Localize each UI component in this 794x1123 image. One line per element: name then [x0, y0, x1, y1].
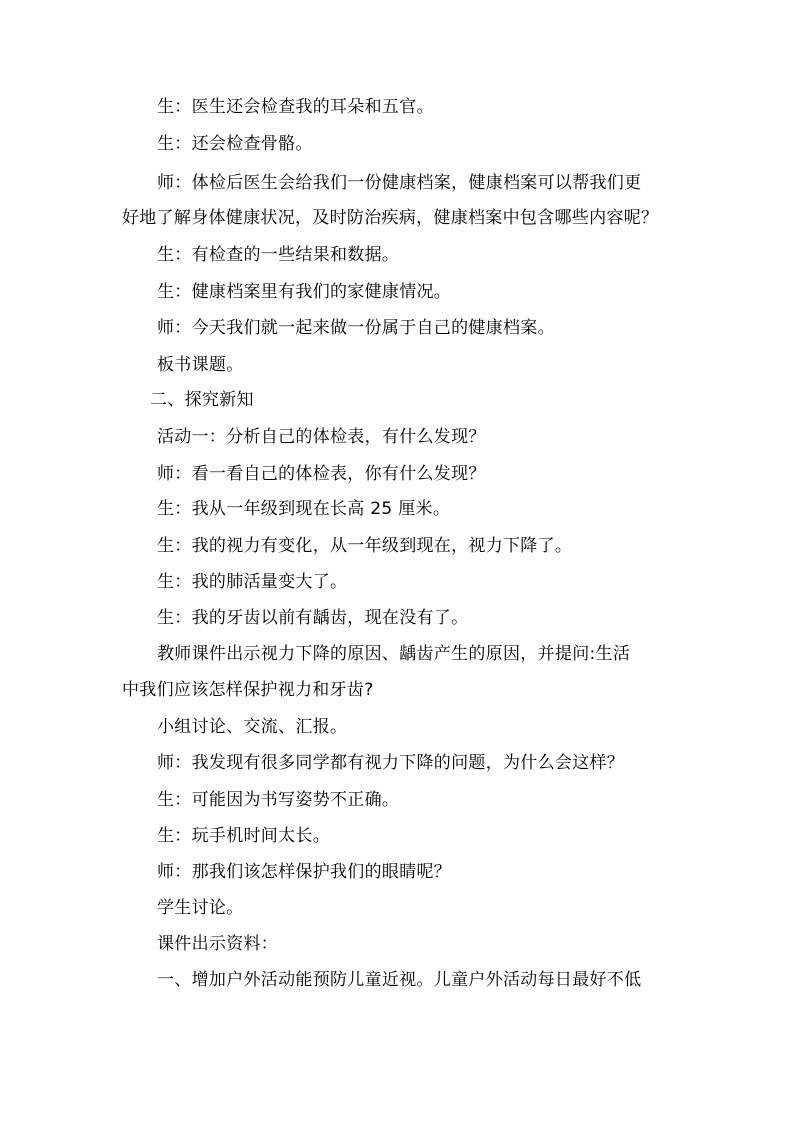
text-line: 课件出示资料： — [157, 934, 279, 954]
text-line: 生：还会检查骨骼。 — [157, 134, 313, 154]
text-line: 中我们应该怎样保护视力和牙齿? — [122, 680, 374, 700]
activity-heading: 活动一：分析自己的体检表，有什么发现？ — [157, 427, 486, 447]
text-line: 生：我的视力有变化，从一年级到现在，视力下降了。 — [157, 536, 573, 556]
text-line: 板书课题。 — [157, 355, 244, 375]
text-line: 师：看一看自己的体检表，你有什么发现？ — [157, 464, 486, 484]
text-line: 师：今天我们就一起来做一份属于自己的健康档案。 — [157, 318, 555, 338]
text-line: 好地了解身体健康状况，及时防治疾病，健康档案中包含哪些内容呢？ — [122, 208, 659, 228]
text-line: 生：可能因为书写姿势不正确。 — [157, 790, 400, 810]
text-line: 生：医生还会检查我的耳朵和五官。 — [157, 97, 434, 117]
text-line: 教师课件出示视力下降的原因、龋齿产生的原因，并提问:生活 — [157, 644, 631, 664]
text-line: 生：我的牙齿以前有龋齿，现在没有了。 — [157, 608, 469, 628]
text-line: 师：我发现有很多同学都有视力下降的问题，为什么会这样？ — [157, 753, 625, 773]
text-line: 生：我从一年级到现在长高 25 厘米。 — [157, 499, 451, 519]
section-heading: 二、探究新知 — [150, 390, 254, 410]
text-line: 学生讨论。 — [157, 898, 244, 918]
text-line: 生：玩手机时间太长。 — [157, 826, 330, 846]
text-line: 生：健康档案里有我们的家健康情况。 — [157, 282, 452, 302]
text-line: 师：体检后医生会给我们一份健康档案，健康档案可以帮我们更 — [157, 173, 642, 193]
text-line: 生：我的肺活量变大了。 — [157, 572, 348, 592]
text-line: 师：那我们该怎样保护我们的眼睛呢？ — [157, 862, 452, 882]
text-line: 一、增加户外活动能预防儿童近视。儿童户外活动每日最好不低 — [157, 970, 642, 990]
text-line: 小组讨论、交流、汇报。 — [157, 717, 348, 737]
text-line: 生：有检查的一些结果和数据。 — [157, 245, 400, 265]
